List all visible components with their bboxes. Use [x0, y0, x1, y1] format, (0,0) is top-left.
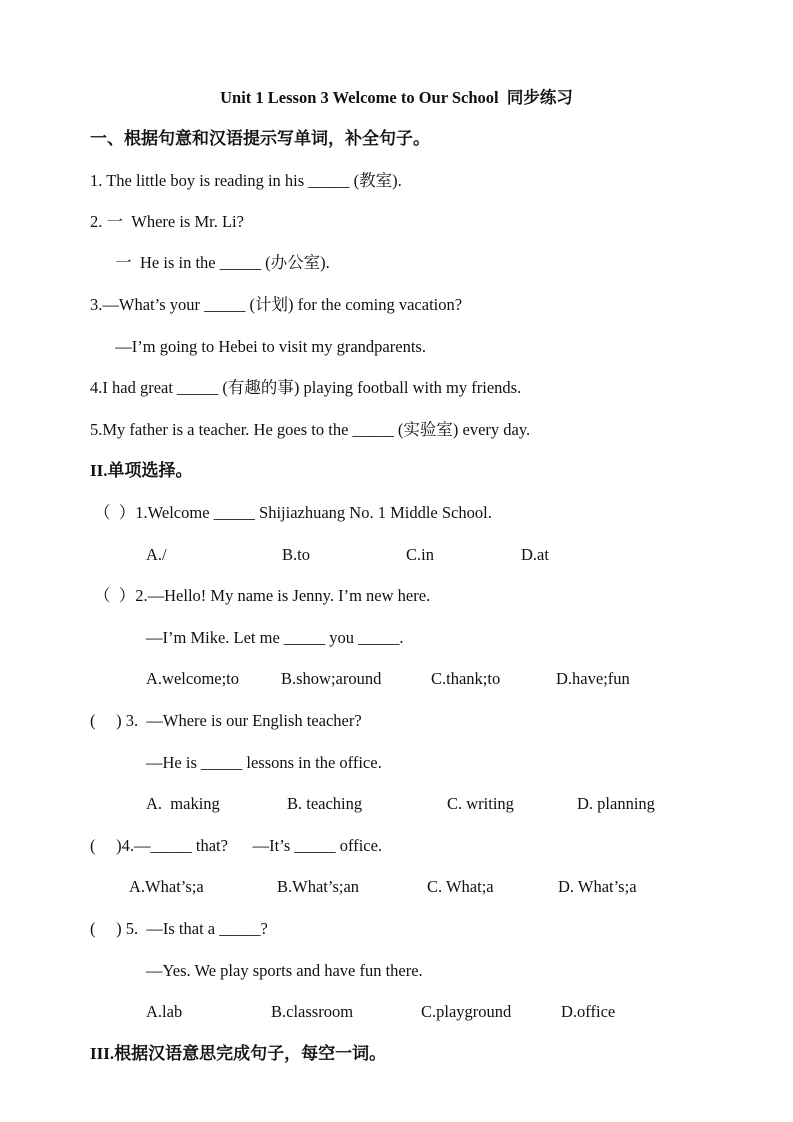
question-5-reply: —Yes. We play sports and have fun there.	[146, 961, 423, 980]
section-1-item-5: 5.My father is a teacher. He goes to the _____ (实验室) every day.	[90, 420, 531, 439]
section-1-item-3-answer: —I’m going to Hebei to visit my grandparents.	[107, 337, 426, 356]
section-1-item-2-question: 2. 一 Where is Mr. Li?	[90, 212, 244, 231]
question-3-option-b: B. teaching	[287, 794, 363, 813]
question-3-option-d: D. planning	[577, 794, 655, 813]
question-1-option-d: D.at	[521, 545, 549, 564]
question-5-option-d: D.office	[561, 1002, 616, 1021]
question-4-option-a: A.What’s;a	[129, 877, 204, 896]
question-2-reply: —I’m Mike. Let me _____ you _____.	[146, 628, 404, 647]
question-4-option-c: C. What;a	[427, 877, 494, 896]
question-2-stem: （ ）2.—Hello! My name is Jenny. I’m new here.	[94, 586, 431, 605]
question-2-option-a: A.welcome;to	[146, 669, 240, 688]
question-1-option-b: B.to	[282, 545, 310, 564]
question-5-stem: ( ) 5. —Is that a _____?	[90, 919, 268, 938]
question-4-option-b: B.What’s;an	[277, 877, 360, 896]
question-3-reply: —He is _____ lessons in the office.	[146, 753, 382, 772]
question-2-option-b: B.show;around	[281, 669, 382, 688]
question-5-option-c: C.playground	[421, 1002, 512, 1021]
question-5-option-a: A.lab	[146, 1002, 183, 1021]
section-1-item-1: 1. The little boy is reading in his _____ (教室).	[90, 171, 402, 190]
question-3-option-a: A. making	[146, 794, 220, 813]
section-1-item-3-question: 3.—What’s your _____ (计划) for the coming vacation?	[90, 295, 463, 314]
section-2-heading: II.单项选择。	[90, 461, 193, 480]
question-1-stem: （ ）1.Welcome _____ Shijiazhuang No. 1 Middle School.	[94, 503, 492, 522]
section-1-heading: 一、根据句意和汉语提示写单词，补全句子。	[90, 129, 430, 148]
question-3-stem: ( ) 3. —Where is our English teacher?	[90, 711, 362, 730]
question-2-option-c: C.thank;to	[431, 669, 501, 688]
question-1-option-a: A./	[146, 545, 167, 564]
question-2-option-d: D.have;fun	[556, 669, 630, 688]
section-3-heading: III.根据汉语意思完成句子，每空一词。	[90, 1044, 387, 1063]
question-4-option-d: D. What’s;a	[558, 877, 637, 896]
question-4-stem: ( )4.—_____ that? —It’s _____ office.	[90, 836, 383, 855]
section-1-item-2-answer: 一 He is in the _____ (办公室).	[107, 253, 330, 272]
question-3-option-c: C. writing	[447, 794, 514, 813]
page-title: Unit 1 Lesson 3 Welcome to Our School 同步练习	[220, 88, 573, 107]
question-5-option-b: B.classroom	[271, 1002, 354, 1021]
question-1-option-c: C.in	[406, 545, 434, 564]
section-1-item-4: 4.I had great _____ (有趣的事) playing football with my friends.	[90, 378, 522, 397]
